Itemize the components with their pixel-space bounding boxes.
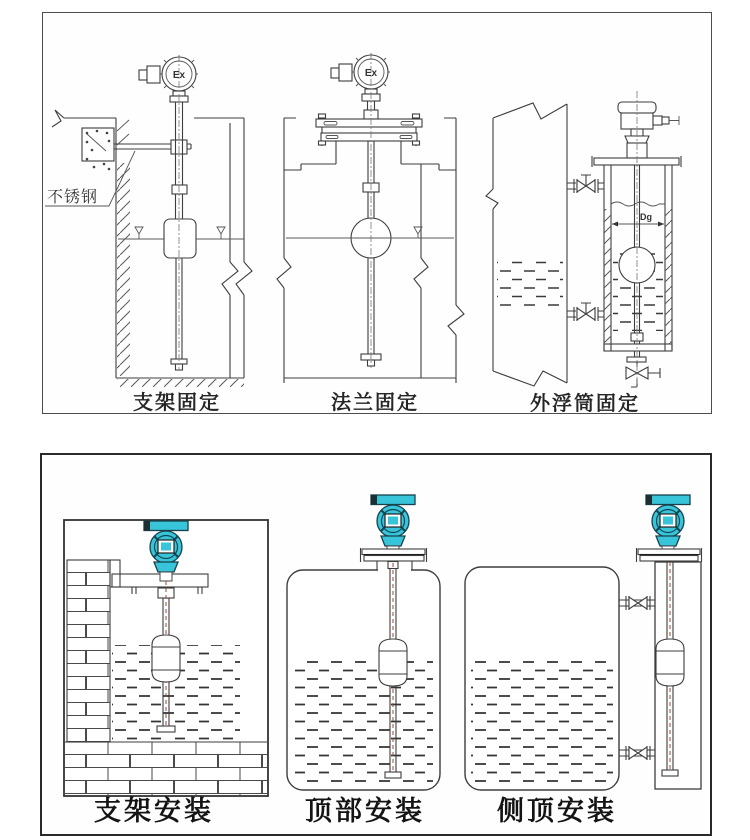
transmitter-head-icon	[646, 495, 690, 555]
float-ball	[379, 639, 407, 686]
wall-section	[52, 110, 244, 387]
broken-tank	[486, 103, 567, 386]
ex-transmitter-head	[331, 53, 390, 91]
transmitter-head	[618, 102, 679, 158]
brick-floor	[65, 742, 267, 795]
ex-marking: Ex	[364, 68, 378, 79]
diagram-caption: 顶部安装	[305, 796, 425, 826]
flange-fixing-diagram	[277, 53, 464, 412]
stainless-steel-label: 不锈钢	[47, 189, 99, 206]
diagram-caption: 支架固定	[133, 392, 221, 412]
top-installation-diagram	[287, 495, 440, 826]
external-chamber-fixing-diagram	[486, 91, 681, 412]
ex-marking: Ex	[172, 70, 186, 81]
connection-pipe-top	[619, 596, 655, 610]
liquid-dashes	[294, 661, 433, 782]
flange-assembly	[316, 89, 422, 146]
float-ball	[152, 635, 180, 682]
float-ball	[656, 639, 684, 686]
float-ball	[164, 219, 196, 258]
installation-methods-canvas	[42, 455, 710, 834]
side-top-installation-diagram	[465, 495, 702, 826]
transmitter-head-icon	[371, 495, 415, 555]
tank-wall-lines	[222, 118, 252, 378]
diagram-caption: 法兰固定	[331, 392, 419, 412]
isolation-valve-bottom	[567, 303, 604, 321]
diagram-caption: 外浮筒固定	[530, 393, 640, 412]
liquid-dashes	[471, 657, 613, 784]
installation-methods-panel	[40, 453, 712, 836]
ex-transmitter-head	[139, 55, 198, 93]
connection-pipe-bottom	[619, 746, 655, 760]
diagram-caption: 支架安装	[94, 796, 214, 826]
dg-dimension	[612, 212, 664, 227]
isolation-valve-top	[567, 175, 604, 193]
drain-valve	[626, 351, 660, 387]
lower-stem	[171, 258, 187, 370]
fixing-methods-canvas	[43, 13, 710, 412]
bracket-fixing-diagram	[45, 55, 252, 412]
flange-assembly	[592, 156, 681, 167]
fixing-methods-panel	[42, 12, 712, 414]
wall-bracket	[82, 128, 191, 170]
diagram-caption: 侧顶安装	[497, 796, 617, 826]
dg-label: Dg	[640, 212, 652, 222]
flange-assembly	[637, 548, 702, 562]
bracket-installation-diagram	[64, 520, 268, 826]
